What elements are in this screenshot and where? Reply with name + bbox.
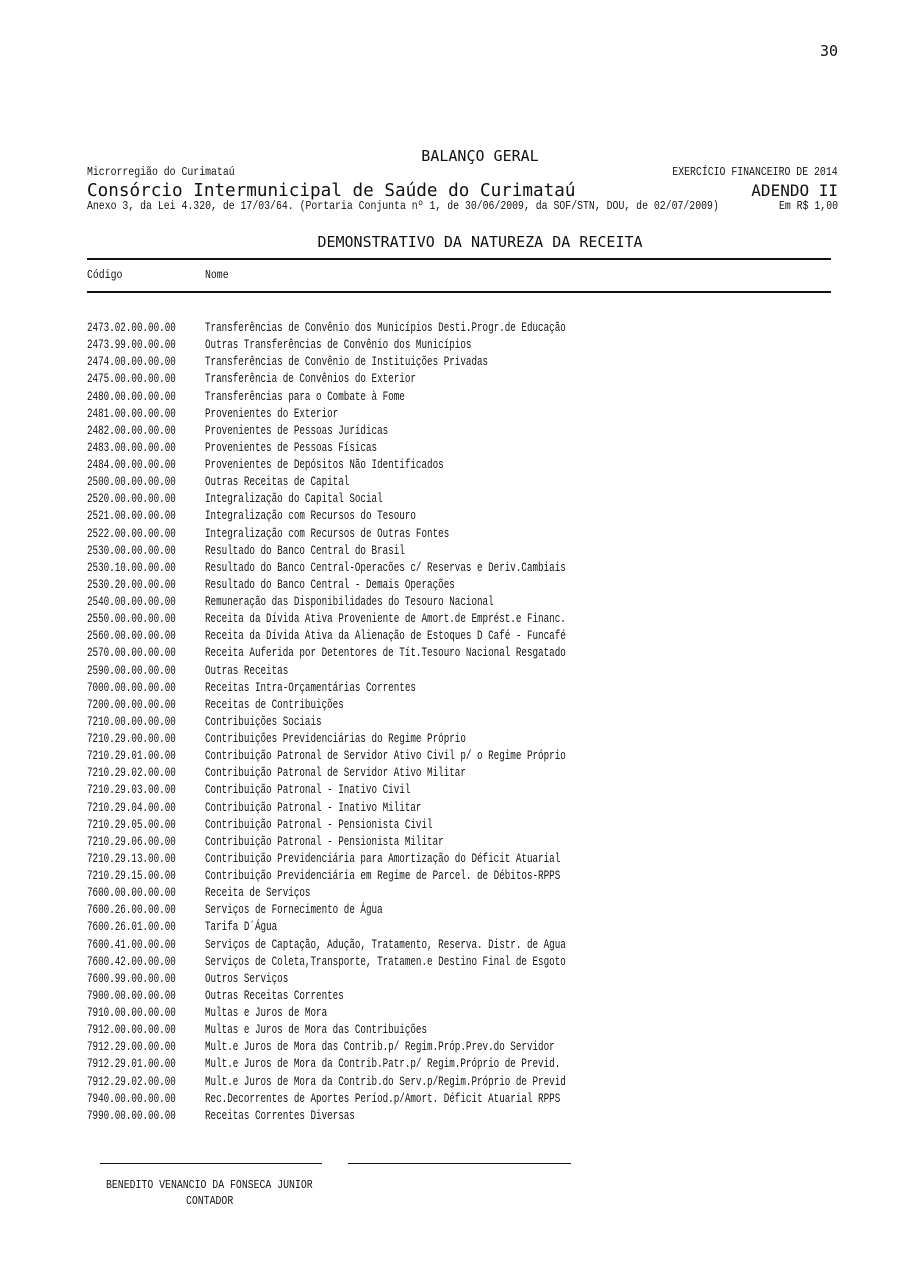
addendum-label: ADENDO II — [751, 181, 838, 200]
table-row — [87, 526, 831, 543]
row-code: 7600.26.00.00.00 — [87, 903, 176, 918]
table-row — [87, 800, 831, 817]
table-row — [87, 474, 831, 491]
row-code: 7210.00.00.00.00 — [87, 714, 176, 729]
row-code: 2474.00.00.00.00 — [87, 355, 176, 370]
table-row — [87, 714, 831, 731]
row-name: Serviços de Captação, Adução, Tratamento, Reserva. Distr. de Agua — [205, 937, 566, 952]
page-number: 30 — [820, 42, 839, 60]
row-code: 7000.00.00.00.00 — [87, 680, 176, 695]
row-code: 7210.29.00.00.00 — [87, 732, 176, 746]
table-row — [87, 645, 831, 662]
row-code: 7600.99.00.00.00 — [87, 971, 176, 986]
entity-name: Consórcio Intermunicipal de Saúde do Curimataú — [87, 180, 576, 201]
row-code: 2530.10.00.00.00 — [87, 560, 176, 575]
row-code: 7600.26.01.00.00 — [87, 920, 176, 935]
row-code: 7912.00.00.00.00 — [87, 1023, 176, 1038]
row-code: 7912.29.00.00.00 — [87, 1040, 176, 1055]
table-row — [87, 1022, 831, 1039]
table-row — [87, 885, 831, 902]
row-name: Receita da Dívida Ativa Proveniente de Amort.de Emprést.e Financ. — [205, 612, 566, 627]
row-code: 7912.29.01.00.00 — [87, 1057, 176, 1072]
row-code: 2590.00.00.00.00 — [87, 663, 176, 678]
row-name: Provenientes de Pessoas Jurídicas — [205, 423, 389, 438]
table-row — [87, 1108, 831, 1125]
row-code: 7210.29.04.00.00 — [87, 800, 176, 815]
row-name: Contribuição Patronal - Pensionista Militar — [205, 834, 444, 849]
row-code: 7210.29.13.00.00 — [87, 851, 176, 866]
row-name: Integralização com Recursos do Tesouro — [205, 509, 416, 524]
row-name: Outras Receitas Correntes — [205, 988, 344, 1003]
table-row — [87, 937, 831, 954]
row-name: Integralização com Recursos de Outras Fontes — [205, 526, 450, 541]
row-name: Outras Receitas de Capital — [205, 475, 350, 490]
table-row — [87, 389, 831, 406]
row-code: 7210.29.02.00.00 — [87, 766, 176, 781]
row-name: Contribuição Patronal de Servidor Ativo Militar — [205, 766, 466, 781]
row-name: Mult.e Juros de Mora da Contrib.do Serv.p/Regim.Próprio de Previd — [205, 1074, 566, 1089]
row-name: Provenientes do Exterior — [205, 406, 339, 421]
row-code: 7990.00.00.00.00 — [87, 1108, 176, 1123]
report-subtitle: DEMONSTRATIVO DA NATUREZA DA RECEITA — [317, 233, 643, 251]
table-row — [87, 1039, 831, 1056]
legal-basis: Anexo 3, da Lei 4.320, de 17/03/64. (Portaria Conjunta nº 1, de 30/06/2009, da SOF/STN, DOU, de 02/07/2009) — [87, 199, 719, 213]
row-name: Contribuições Previdenciárias do Regime Próprio — [205, 732, 466, 746]
row-code: 2540.00.00.00.00 — [87, 595, 176, 609]
row-code: 7210.29.15.00.00 — [87, 869, 176, 883]
row-code: 7600.00.00.00.00 — [87, 886, 176, 901]
revenue-table — [87, 320, 831, 1125]
signatory-role: CONTADOR — [186, 1194, 234, 1208]
row-name: Integralização do Capital Social — [205, 492, 383, 507]
row-code: 2473.02.00.00.00 — [87, 321, 176, 335]
row-name: Contribuição Patronal - Inativo Militar — [205, 800, 422, 815]
table-row — [87, 731, 831, 748]
table-row — [87, 663, 831, 680]
row-name: Mult.e Juros de Mora da Contrib.Patr.p/ Regim.Próprio de Previd. — [205, 1057, 561, 1072]
row-name: Contribuição Previdenciária em Regime de Parcel. de Débitos-RPPS — [205, 869, 561, 883]
table-row — [87, 919, 831, 936]
table-row — [87, 1056, 831, 1073]
table-row — [87, 1091, 831, 1108]
row-code: 2521.00.00.00.00 — [87, 509, 176, 524]
row-name: Outros Serviços — [205, 971, 289, 986]
row-name: Multas e Juros de Mora das Contribuições — [205, 1023, 428, 1038]
column-header-name: Nome — [205, 268, 229, 282]
table-row — [87, 371, 831, 388]
row-code: 7200.00.00.00.00 — [87, 697, 176, 712]
row-code: 7210.29.01.00.00 — [87, 749, 176, 764]
row-code: 7210.29.06.00.00 — [87, 834, 176, 849]
row-name: Contribuição Patronal de Servidor Ativo Civil p/ o Regime Próprio — [205, 749, 566, 764]
table-row — [87, 457, 831, 474]
row-code: 2560.00.00.00.00 — [87, 629, 176, 644]
row-code: 7600.42.00.00.00 — [87, 954, 176, 969]
row-name: Receita de Serviços — [205, 886, 311, 901]
row-code: 2473.99.00.00.00 — [87, 338, 176, 353]
table-row — [87, 834, 831, 851]
table-row — [87, 337, 831, 354]
row-code: 7900.00.00.00.00 — [87, 988, 176, 1003]
row-code: 2481.00.00.00.00 — [87, 406, 176, 421]
row-name: Transferências para o Combate à Fome — [205, 389, 405, 404]
table-row — [87, 320, 831, 337]
table-row — [87, 748, 831, 765]
signatory-name: BENEDITO VENANCIO DA FONSECA JUNIOR — [106, 1178, 313, 1192]
row-code: 2530.00.00.00.00 — [87, 543, 176, 558]
fiscal-year-label: EXERCÍCIO FINANCEIRO DE 2014 — [672, 165, 838, 179]
row-name: Serviços de Coleta,Transporte, Tratamen.e Destino Final de Esgoto — [205, 954, 566, 969]
row-name: Transferências de Convênio de Instituições Privadas — [205, 355, 489, 370]
row-name: Resultado do Banco Central-Operacões c/ Reservas e Deriv.Cambiais — [205, 560, 566, 575]
table-row — [87, 902, 831, 919]
row-name: Multas e Juros de Mora — [205, 1006, 328, 1020]
table-row — [87, 491, 831, 508]
currency-label: Em R$ 1,00 — [778, 199, 838, 213]
row-code: 7600.41.00.00.00 — [87, 937, 176, 952]
table-row — [87, 782, 831, 799]
row-code: 2480.00.00.00.00 — [87, 389, 176, 404]
row-name: Serviços de Fornecimento de Água — [205, 903, 383, 918]
table-row — [87, 440, 831, 457]
table-row — [87, 680, 831, 697]
row-name: Resultado do Banco Central do Brasil — [205, 543, 405, 558]
table-row — [87, 628, 831, 645]
row-name: Provenientes de Depósitos Não Identificados — [205, 458, 444, 472]
table-row — [87, 594, 831, 611]
table-row — [87, 765, 831, 782]
row-code: 2475.00.00.00.00 — [87, 372, 176, 387]
row-name: Remuneração das Disponibilidades do Tesouro Nacional — [205, 595, 494, 609]
table-row — [87, 577, 831, 594]
table-row — [87, 868, 831, 885]
table-row — [87, 543, 831, 560]
table-row — [87, 354, 831, 371]
row-name: Rec.Decorrentes de Aportes Períod.p/Amort. Déficit Atuarial RPPS — [205, 1091, 561, 1106]
row-name: Contribuições Sociais — [205, 714, 322, 729]
table-row — [87, 508, 831, 525]
row-code: 7210.29.05.00.00 — [87, 817, 176, 832]
row-code: 2482.00.00.00.00 — [87, 423, 176, 438]
column-header-code: Código — [87, 268, 123, 282]
row-code: 7210.29.03.00.00 — [87, 783, 176, 798]
row-name: Resultado do Banco Central - Demais Operações — [205, 577, 455, 592]
report-title: BALANÇO GERAL — [421, 147, 539, 165]
row-code: 7910.00.00.00.00 — [87, 1006, 176, 1020]
signature-line-second — [348, 1163, 571, 1164]
row-name: Outras Transferências de Convênio dos Municípios — [205, 338, 472, 353]
row-name: Receitas de Contribuições — [205, 697, 344, 712]
row-name: Contribuição Previdenciária para Amortização do Déficit Atuarial — [205, 851, 561, 866]
row-code: 2570.00.00.00.00 — [87, 646, 176, 661]
row-code: 2522.00.00.00.00 — [87, 526, 176, 541]
row-code: 2520.00.00.00.00 — [87, 492, 176, 507]
table-row — [87, 423, 831, 440]
table-row — [87, 954, 831, 971]
row-name: Receita da Dívida Ativa da Alienação de Estoques D Café - Funcafé — [205, 629, 566, 644]
row-code: 7940.00.00.00.00 — [87, 1091, 176, 1106]
row-name: Contribuição Patronal - Inativo Civil — [205, 783, 411, 798]
row-code: 2530.20.00.00.00 — [87, 577, 176, 592]
row-name: Receita Auferida por Detentores de Tít.Tesouro Nacional Resgatado — [205, 646, 566, 661]
row-name: Transferências de Convênio dos Municípios Desti.Progr.de Educação — [205, 321, 566, 335]
table-row — [87, 988, 831, 1005]
row-name: Transferência de Convênios do Exterior — [205, 372, 416, 387]
row-name: Receitas Intra-Orçamentárias Correntes — [205, 680, 416, 695]
table-row — [87, 971, 831, 988]
row-code: 2550.00.00.00.00 — [87, 612, 176, 627]
table-row — [87, 560, 831, 577]
row-name: Receitas Correntes Diversas — [205, 1108, 355, 1123]
row-code: 2483.00.00.00.00 — [87, 440, 176, 455]
signature-line-accountant — [100, 1163, 322, 1164]
row-name: Mult.e Juros de Mora das Contrib.p/ Regim.Próp.Prev.do Servidor — [205, 1040, 555, 1055]
table-row — [87, 1074, 831, 1091]
table-row — [87, 406, 831, 423]
row-code: 2484.00.00.00.00 — [87, 458, 176, 472]
table-row — [87, 1005, 831, 1022]
header-rule-top — [87, 258, 831, 260]
region-label: Microrregião do Curimataú — [87, 165, 235, 179]
header-rule-bottom — [87, 291, 831, 293]
row-name: Contribuição Patronal - Pensionista Civil — [205, 817, 433, 832]
row-code: 2500.00.00.00.00 — [87, 475, 176, 490]
row-name: Outras Receitas — [205, 663, 289, 678]
table-row — [87, 817, 831, 834]
row-name: Tarifa D´Água — [205, 920, 278, 935]
row-name: Provenientes de Pessoas Físicas — [205, 440, 378, 455]
table-row — [87, 611, 831, 628]
table-row — [87, 851, 831, 868]
table-row — [87, 697, 831, 714]
row-code: 7912.29.02.00.00 — [87, 1074, 176, 1089]
